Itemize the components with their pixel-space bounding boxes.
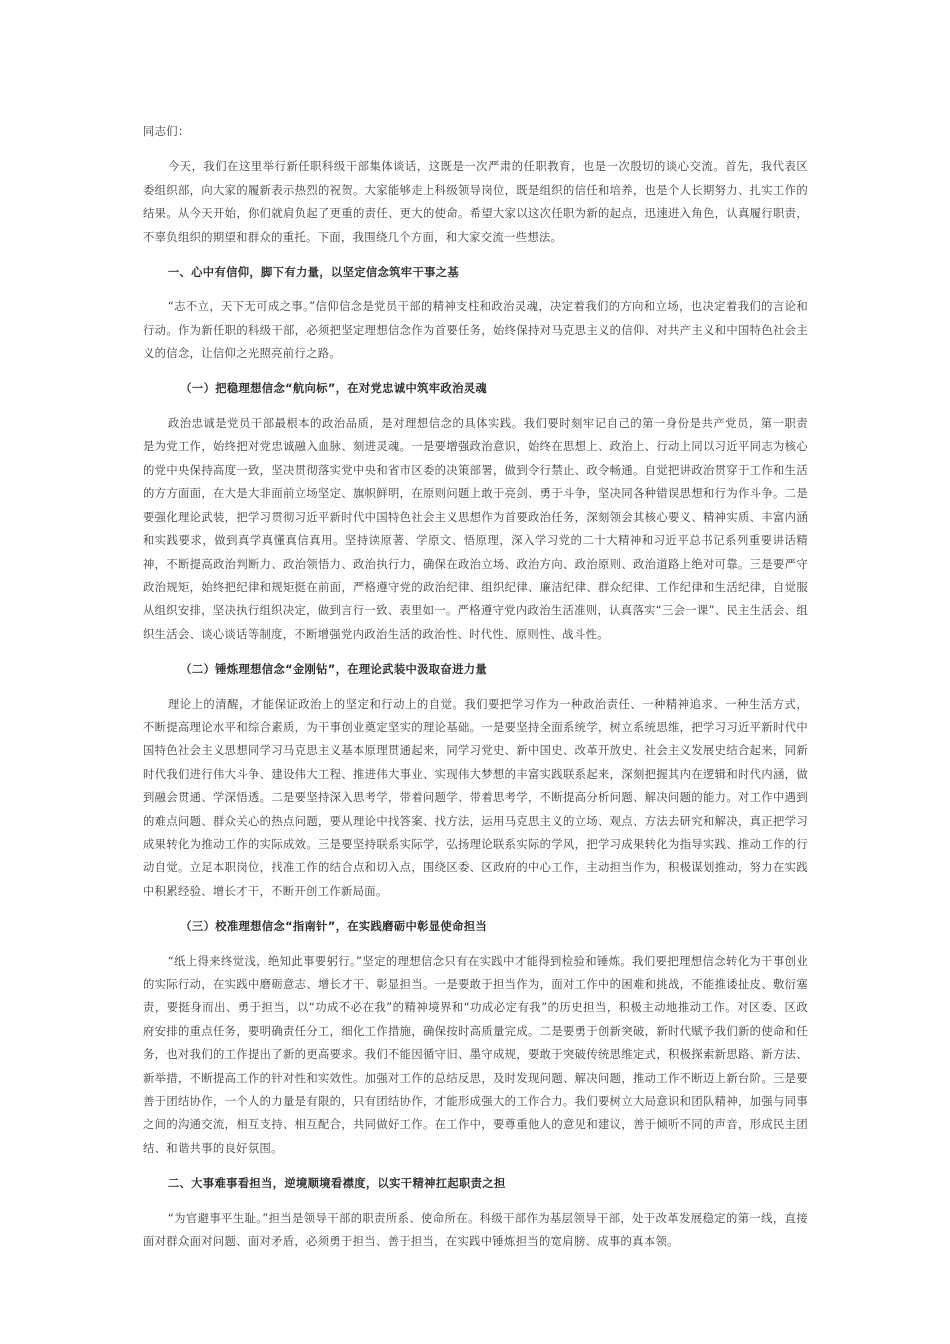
section-1-paragraph: “志不立，天下无可成之事。”信仰信念是党员干部的精神支柱和政治灵魂，决定着我们的方向和立场，也决定着我们的言论和行动。作为新任职的科级干部，必须把坚定理想信念作为首要任务，始终保持对马克思主义的信仰、对共产主义和中国特色社会主义的信念，让信仰之光照亮前行之路。 bbox=[143, 300, 808, 361]
section-1-heading: 一、心中有信仰，脚下有力量，以坚定信念筑牢干事之基 bbox=[167, 265, 460, 279]
document-body bbox=[143, 120, 808, 1265]
section-2-paragraph: “为官避事平生耻。”担当是领导干部的职责所系、使命所在。科级干部作为基层领导干部，处于改革发展稳定的第一线，直接面对群众面对问题、面对矛盾，必须勇于担当、善于担当，在实践中锤炼担当的宽肩膀、成事的真本领。 bbox=[143, 1211, 808, 1249]
greeting: 同志们： bbox=[143, 125, 190, 138]
subsection-1-heading: （一）把稳理想信念“航向标”，在对党忠诚中筑牢政治灵魂 bbox=[180, 382, 488, 396]
subsection-3-heading: （三）校准理想信念“指南针”，在实践磨砺中彰显使命担当 bbox=[180, 919, 488, 933]
subsection-1-paragraph: 政治忠诚是党员干部最根本的政治品质，是对理想信念的具体实践。我们要时刻牢记自己的第一身份是共产党员，第一职责是为党工作，始终把对党忠诚融入血脉、刻进灵魂。一是要增强政治意识，始终在思想上、政治上、行动上同以习近平同志为核心的党中央保持高度一致，坚决贯彻落实党中央和省市区委的决策部署，做到令行禁止、政令畅通。自觉把讲政治贯穿于工作和生活的方方面面，在大是大非面前立场坚定、旗帜鲜明，在原则问题上敢于亮剑、勇于斗争，坚决同各种错误思想和行为作斗争。二是要强化理论武装，把学习贯彻习近平新时代中国特色社会主义思想作为首要政治任务，深刻领会其核心要义、精神实质、丰富内涵和实践要求，做到真学真懂真信真用。坚持读原著、学原文、悟原理，深入学习党的二十大精神和习近平总书记系列重要讲话精神，不断提高政治判断力、政治领悟力、政治执行力，确保在政治立场、政治方向、政治原则、政治道路上绝对可靠。三是要严守政治规矩，始终把纪律和规矩挺在前面，严格遵守党的政治纪律、组织纪律、廉洁纪律、群众纪律、工作纪律和生活纪律，自觉服从组织安排，坚决执行组织决定，做到言行一致、表里如一。严格遵守党内政治生活准则，认真落实“三会一课”、民主生活会、组织生活会、谈心谈话等制度，不断增强党内政治生活的政治性、时代性、原则性、战斗性。 bbox=[143, 417, 808, 641]
section-2-heading: 二、大事难事看担当，逆境顺境看襟度，以实干精神扛起职责之担 bbox=[167, 1176, 506, 1190]
intro-paragraph: 今天，我们在这里举行新任职科级干部集体谈话，这既是一次严肃的任职教育，也是一次殷切的谈心交流。首先，我代表区委组织部，向大家的履新表示热烈的祝贺。大家能够走上科级领导岗位，既是组织的信任和培养，也是个人长期努力、扎实工作的结果。从今天开始，你们就肩负起了更重的责任、更大的使命。希望大家以这次任职为新的起点，迅速进入角色，认真履行职责，不辜负组织的期望和群众的重托。下面，我围绕几个方面，和大家交流一些想法。 bbox=[143, 160, 808, 244]
subsection-2-heading: （二）锤炼理想信念“金刚钻”，在理论武装中汲取奋进力量 bbox=[180, 662, 488, 676]
subsection-2-paragraph: 理论上的清醒，才能保证政治上的坚定和行动上的自觉。我们要把学习作为一种政治责任、一种精神追求、一种生活方式，不断提高理论水平和综合素质，为干事创业奠定坚实的理论基础。一是要坚持全面系统学，树立系统思维，把学习习近平新时代中国特色社会主义思想同学习马克思主义基本原理贯通起来，同学习党史、新中国史、改革开放史、社会主义发展史结合起来，同新时代我们进行伟大斗争、建设伟大工程、推进伟大事业、实现伟大梦想的丰富实践联系起来，深刻把握其内在逻辑和时代内涵，做到融会贯通、学深悟透。二是要坚持深入思考学，带着问题学、带着思考学，不断提高分析问题、解决问题的能力。对工作中遇到的难点问题、群众关心的热点问题，要从理论中找答案、找方法，运用马克思主义的立场、观点、方法去研究和解决，真正把学习成果转化为推动工作的实际成效。三是要坚持联系实际学，弘扬理论联系实际的学风，把学习成果转化为指导实践、推动工作的行动自觉。立足本职岗位，找准工作的结合点和切入点，围绕区委、区政府的中心工作，主动担当作为，积极谋划推动，努力在实践中积累经验、增长才干，不断开创工作新局面。 bbox=[143, 697, 808, 898]
subsection-3-paragraph: “纸上得来终觉浅，绝知此事要躬行。”坚定的理想信念只有在实践中才能得到检验和锤炼。我们要把理想信念转化为干事创业的实际行动，在实践中磨砺意志、增长才干、彰显担当。一是要敢于担当作为，面对工作中的困难和挑战，不能推诿扯皮、敷衍塞责，要挺身而出、勇于担当，以“功成不必在我”的精神境界和“功成必定有我”的历史担当，积极主动地推动工作。对区委、区政府安排的重点任务，要明确责任分工，细化工作措施，确保按时高质量完成。二是要勇于创新突破，新时代赋予我们新的使命和任务，也对我们的工作提出了新的更高要求。我们不能因循守旧、墨守成规，要敢于突破传统思维定式，积极探索新思路、新方法、新举措，不断提高工作的针对性和实效性。加强对工作的总结反思，及时发现问题、解决问题，推动工作不断迈上新台阶。三是要善于团结协作，一个人的力量是有限的，只有团结协作，才能形成强大的工作合力。我们要树立大局意识和团队精神，加强与同事之间的沟通交流，相互支持、相互配合，共同做好工作。在工作中，要尊重他人的意见和建议，善于倾听不同的声音，形成民主团结、和谐共事的良好氛围。 bbox=[143, 954, 808, 1155]
